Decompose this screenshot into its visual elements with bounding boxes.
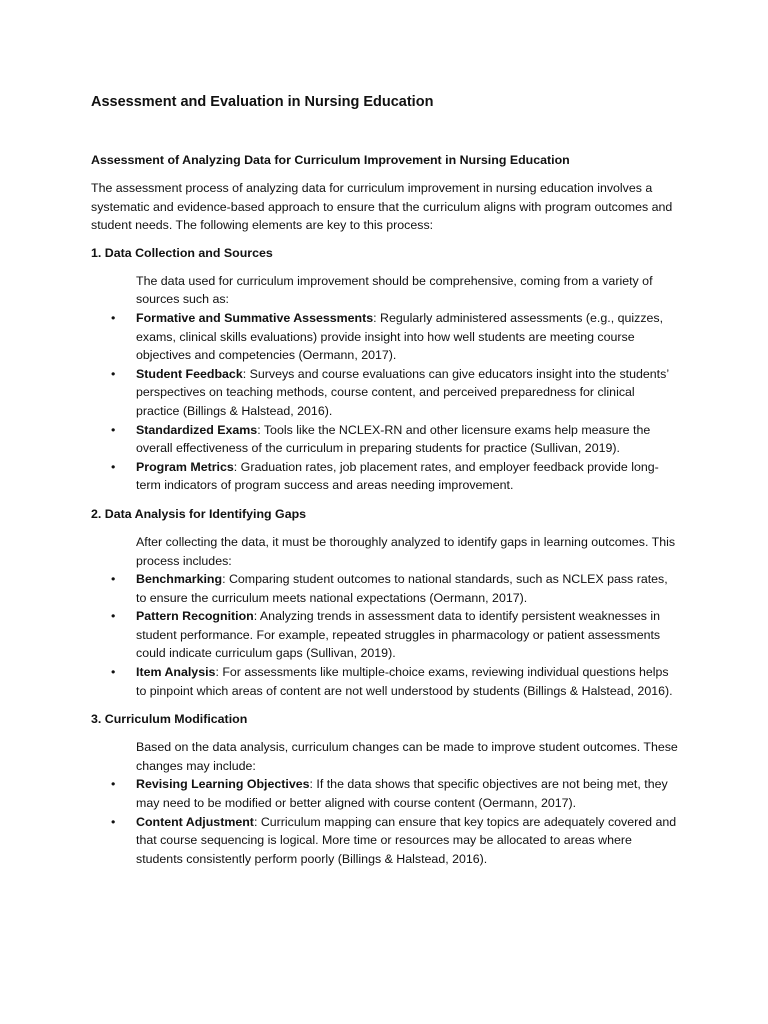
bullet-term: Standardized Exams [136, 422, 258, 437]
bullet-term: Pattern Recognition [136, 609, 254, 624]
document-title: Assessment and Evaluation in Nursing Education [91, 94, 434, 110]
bullet-text: : Comparing student outcomes to national standards, such as NCLEX pass rates, to ensure the curriculum meets national expectations (Oermann, 2017). [136, 572, 668, 605]
list-item [91, 570, 681, 607]
list-item [91, 309, 681, 365]
bullet-text: : Regularly administered assessments (e.g., quizzes, exams, clinical skills evaluations) provide insight into how well students are meeting course objectives and competencies (Oermann, 2017). [136, 310, 664, 363]
bullet-term: Revising Learning Objectives [136, 777, 310, 792]
bullet-term: Formative and Summative Assessments [136, 310, 374, 325]
bullet-icon: • [111, 366, 116, 381]
bullet-term: Student Feedback [136, 366, 243, 381]
section-data-collection [91, 244, 681, 495]
bullet-icon: • [111, 777, 116, 792]
section-intro: Based on the data analysis, curriculum changes can be made to improve student outcomes. These changes may include: [136, 740, 678, 773]
section-heading: 2. Data Analysis for Identifying Gaps [91, 506, 307, 521]
list-item [91, 813, 681, 869]
section-intro: The data used for curriculum improvement should be comprehensive, coming from a variety of sources such as: [136, 273, 653, 307]
document-subtitle: Assessment of Analyzing Data for Curriculum Improvement in Nursing Education [91, 153, 570, 167]
bullet-list [91, 309, 681, 495]
intro-paragraph: The assessment process of analyzing data for curriculum improvement in nursing education involves a systematic and evidence-based approach to ensure that the curriculum aligns with program outcomes and student needs. The following elements are key to this process: [91, 181, 673, 233]
section-heading: 3. Curriculum Modification [91, 712, 248, 727]
section-curriculum-modification [91, 710, 681, 868]
list-item [91, 663, 681, 700]
bullet-icon: • [111, 665, 116, 680]
section-data-analysis [91, 505, 681, 700]
list-item [91, 421, 681, 458]
bullet-term: Content Adjustment [136, 814, 254, 829]
bullet-icon: • [111, 609, 116, 624]
list-item [91, 607, 681, 663]
list-item [91, 365, 681, 421]
section-intro: After collecting the data, it must be thoroughly analyzed to identify gaps in learning outcomes. This process includes: [136, 534, 676, 568]
bullet-term: Benchmarking [136, 572, 223, 587]
bullet-text: : Analyzing trends in assessment data to identify persistent weaknesses in student performance. For example, repeated struggles in pharmacology or patient assessments could indicate curriculum gaps (Sullivan, 2019). [136, 609, 661, 661]
bullet-icon: • [111, 814, 116, 829]
bullet-list [91, 775, 681, 868]
list-item [91, 458, 681, 495]
bullet-text: : If the data shows that specific objectives are not being met, they may need to be modified or better aligned with course content (Oermann, 2017). [136, 777, 668, 811]
bullet-icon: • [111, 422, 116, 437]
bullet-icon: • [111, 310, 116, 325]
bullet-text: : Graduation rates, job placement rates, and employer feedback provide long-term indicators of program success and areas needing improvement. [136, 459, 659, 493]
section-heading: 1. Data Collection and Sources [91, 245, 273, 260]
bullet-icon: • [111, 572, 116, 587]
bullet-text: : For assessments like multiple-choice exams, reviewing individual questions helps to pinpoint which areas of content are not well understood by students (Billings & Halstead, 2016). [136, 665, 673, 698]
bullet-term: Item Analysis [136, 665, 216, 680]
bullet-text: : Curriculum mapping can ensure that key topics are adequately covered and that course sequencing is logical. More time or resources may be allocated to areas where students consistently perform poorly (Billings & Halstead, 2016). [136, 814, 677, 866]
bullet-text: : Tools like the NCLEX-RN and other licensure exams help measure the overall effectiveness of the curriculum in preparing students for practice (Sullivan, 2019). [136, 422, 651, 456]
bullet-icon: • [111, 459, 116, 474]
document-page [91, 92, 681, 878]
bullet-list [91, 570, 681, 700]
list-item [91, 775, 681, 812]
bullet-term: Program Metrics [136, 459, 234, 474]
bullet-text: : Surveys and course evaluations can give educators insight into the students’ perspectives on teaching methods, course content, and perceived preparedness for clinical practice (Billings & Halstead, 2016). [136, 366, 669, 418]
